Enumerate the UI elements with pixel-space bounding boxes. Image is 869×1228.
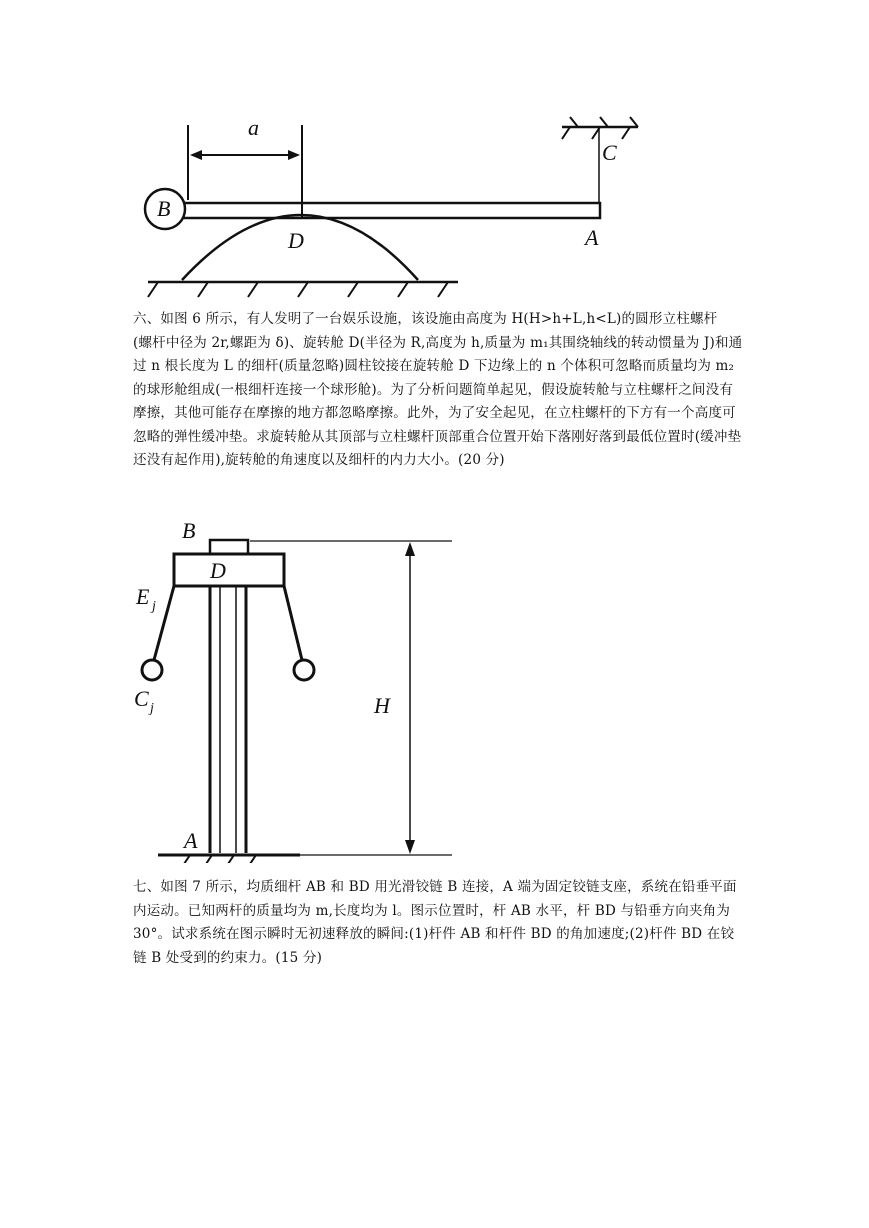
hatch-g6	[398, 282, 408, 297]
label-d: D	[288, 228, 304, 253]
label-e: E	[136, 584, 150, 609]
label-c-sub: j	[150, 701, 154, 716]
figure-6-svg	[130, 518, 470, 863]
problem-7	[133, 876, 743, 970]
arrow-h-top	[405, 542, 415, 556]
label-b6: B	[182, 518, 196, 543]
label-a-point: A	[585, 225, 599, 250]
hatch-g2	[198, 282, 208, 297]
label-d6: D	[210, 558, 226, 583]
hatch-c3	[622, 127, 630, 139]
hatch-c4	[600, 117, 608, 127]
sphere-left	[142, 660, 162, 680]
rod-left	[154, 586, 174, 660]
rod-right	[284, 586, 302, 660]
cabin-d	[174, 554, 284, 586]
hatch-g4	[298, 282, 308, 297]
hatch-g3	[248, 282, 258, 297]
arrow-head-left	[190, 150, 202, 160]
problem-6-body: (螺杆中径为 2r,螺距为 δ)、旋转舱 D(半径为 R,高度为 h,质量为 m₁其围绕轴线的转动惯量为 J)和通过 n 根长度为 L 的细杆(质量忽略)圆柱铰接在旋转舱 D 下边缘上的 n 个体积可忽略而质量均为 m₂的球形舱组成(一根细杆连接一个球形舱)。为了分析问题简单起见，假设旋转舱与立柱螺杆之间没有摩擦，其他可能存在摩擦的地方都忽略摩擦。此外，为了安全起见，在立柱螺杆的下方有一个高度可忽略的弹性缓冲垫。求旋转舱从其顶部与立柱螺杆顶部重合位置开始下落刚好落到最低位置时(缓冲垫还没有起作用),旋转舱的角速度以及细杆的内力大小。(20 分)	[133, 334, 743, 468]
cap-b	[210, 540, 248, 554]
label-b: B	[157, 196, 171, 221]
label-c: C	[602, 140, 617, 165]
figure-top-svg	[130, 105, 650, 305]
beam	[182, 203, 600, 218]
hatch-c1	[562, 127, 570, 139]
figure-top	[130, 105, 650, 305]
label-a6: A	[184, 828, 198, 853]
arrow-head-right	[288, 150, 300, 160]
sphere-right	[294, 660, 314, 680]
figure-6	[130, 518, 470, 863]
problem-7-body: 七、如图 7 所示，均质细杆 AB 和 BD 用光滑铰链 B 连接，A 端为固定铰链支座，系统在铅垂平面内运动。已知两杆的质量均为 m,长度均为 l。图示位置时，杆 AB 水平，杆 BD 与铅垂方向夹角为 30°。试求系统在图示瞬时无初速释放的瞬间:(1)杆件 AB 和杆件 BD 的角加速度;(2)杆件 BD 在铰链 B 处受到的约束力。(15 分)	[133, 879, 737, 966]
arrow-h-bottom	[405, 840, 415, 854]
hatch-g5	[348, 282, 358, 297]
problem-6-line1: 六、如图 6 所示，有人发明了一台娱乐设施，该设施由高度为 H(H>h+L,h<L)的圆形立柱螺杆	[133, 311, 718, 327]
label-c6: C	[134, 686, 149, 711]
hatch-c5	[630, 117, 638, 127]
hatch-g7	[438, 282, 448, 297]
problem-6	[133, 308, 743, 473]
label-h: H	[374, 693, 390, 718]
hatch-c0	[570, 117, 578, 127]
label-a: a	[248, 115, 259, 140]
label-e-sub: j	[152, 599, 156, 614]
hatch-g1	[148, 282, 158, 297]
